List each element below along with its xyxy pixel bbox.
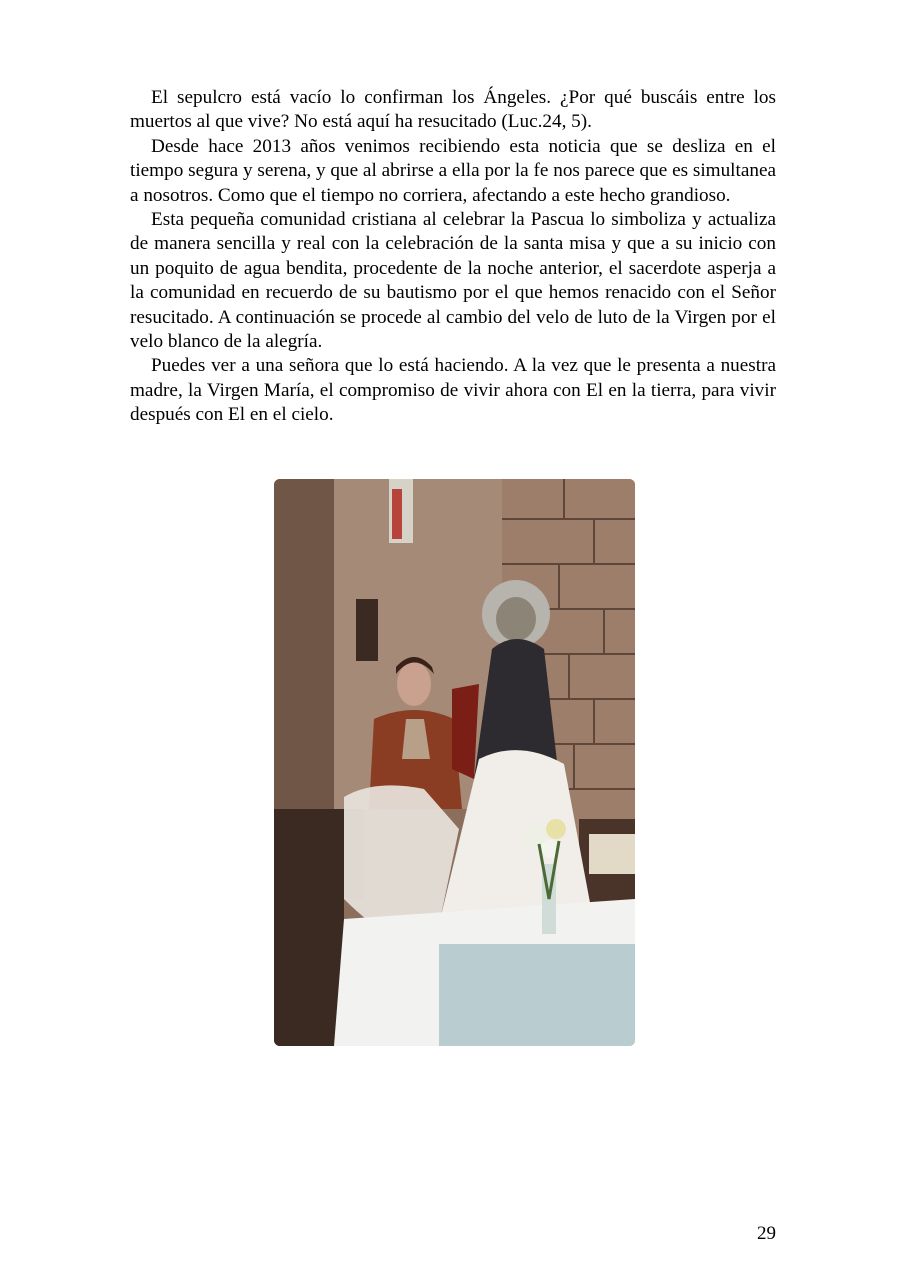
paragraph-3: Esta pequeña comunidad cristiana al celebrar la Pascua lo simboliza y actualiza de manera sencilla y real con la celebración de la santa misa y que a su inicio con un poquito de agua bendita, procedente de la noche anterior, el sacerdote asperja a la comunidad en recuerdo de su bautismo por el que hemos renacido con el Señor resucitado. A continuación se procede al cambio del velo de luto de la Virgen por el velo blanco de la alegría. xyxy=(130,209,776,353)
church-photo xyxy=(274,479,635,1046)
paragraph-1: El sepulcro está vacío lo confirman los Ángeles. ¿Por qué buscáis entre los muertos al que vive? No está aquí ha resucitado (Luc.24, 5). xyxy=(130,87,776,133)
paragraph-2: Desde hace 2013 años venimos recibiendo esta noticia que se desliza en el tiempo segura y serena, y que al abrirse a ella por la fe nos parece que es simultanea a nosotros. Como que el tiempo no corriera, afectando a este hecho grandioso. xyxy=(130,135,776,206)
paragraph-4: Puedes ver a una señora que lo está haciendo. A la vez que le presenta a nuestra madre, la Virgen María, el compromiso de vivir ahora con El en la tierra, para vivir después con El en el cielo. xyxy=(130,355,776,426)
body-text xyxy=(130,86,776,428)
page-number: 29 xyxy=(757,1223,776,1244)
photo-illustration xyxy=(274,479,635,1046)
